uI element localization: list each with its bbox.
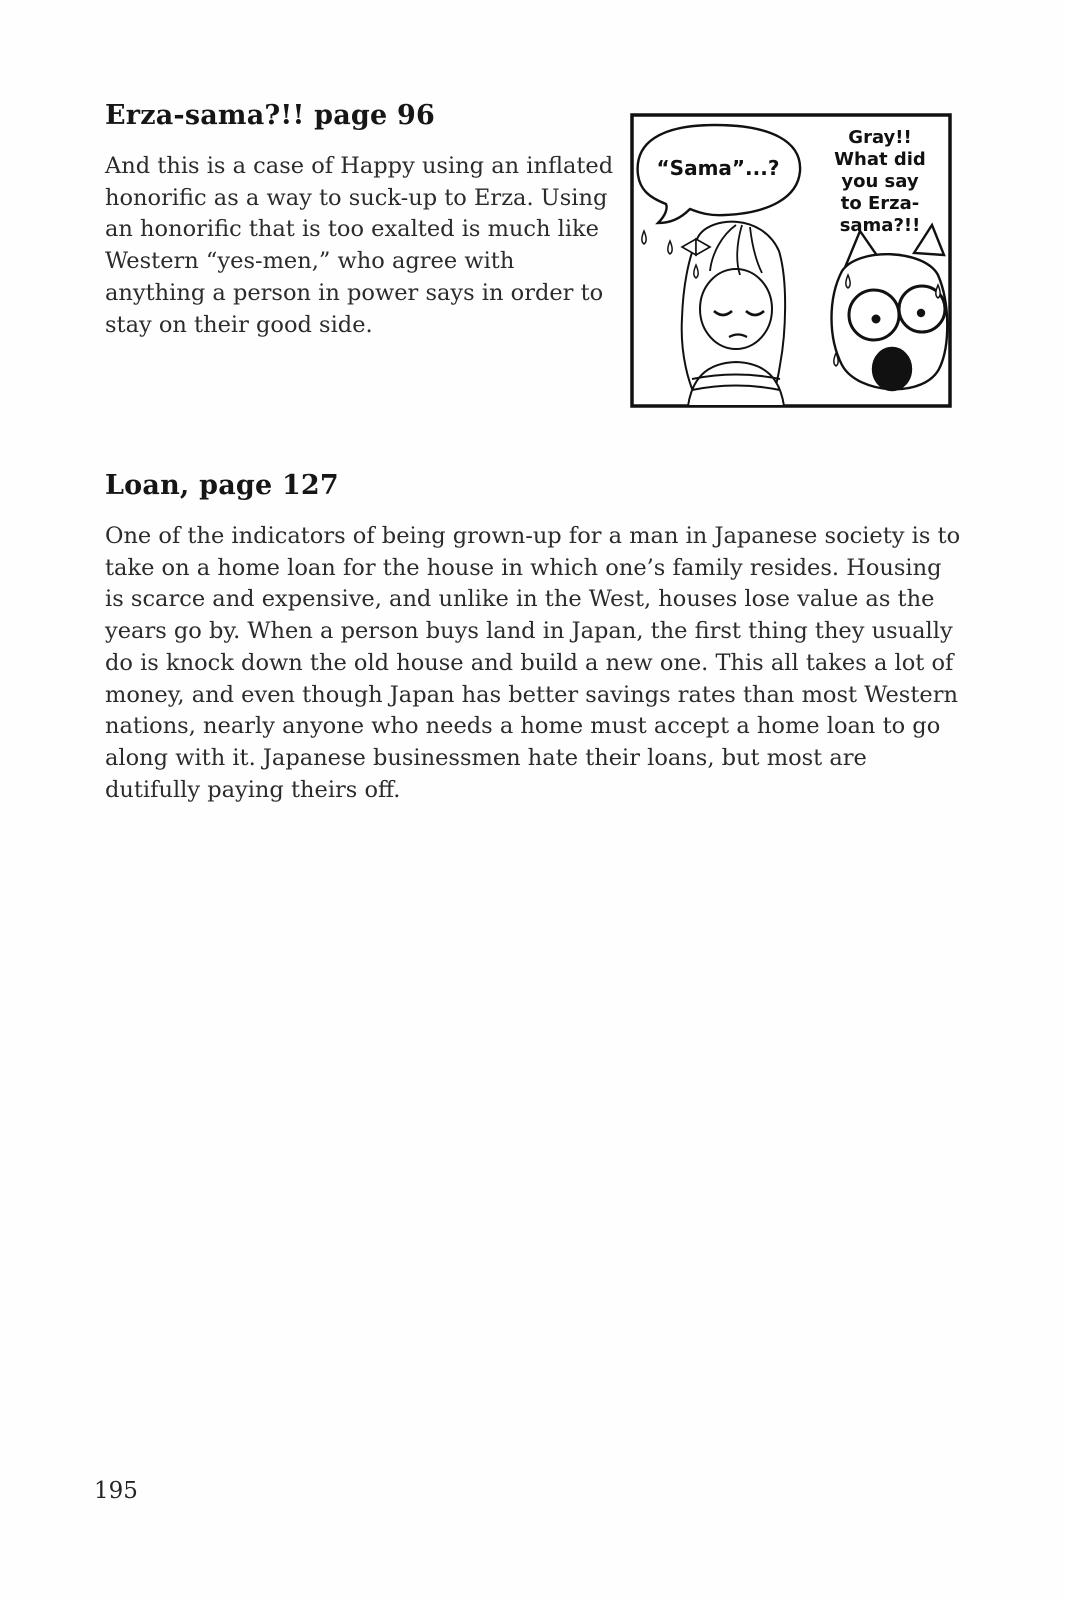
section-heading: Loan, page 127 bbox=[105, 470, 339, 501]
page-number: 195 bbox=[94, 1478, 138, 1504]
section-heading: Erza-sama?!! page 96 bbox=[105, 100, 435, 131]
speech-bubble-text: “Sama”...? bbox=[656, 156, 780, 180]
note-section-erza-sama bbox=[105, 100, 617, 341]
note-section-loan bbox=[105, 470, 961, 806]
section-body: And this is a case of Happy using an inflated honorific as a way to suck-up to Erza. Using an honorific that is too exalted is much like Western “yes-men,” who agree with anything a person in power says in order to stay on their good side. bbox=[105, 153, 614, 338]
manga-panel bbox=[630, 113, 952, 408]
panel-caption-line: sama?!! bbox=[839, 215, 921, 236]
section-body: One of the indicators of being grown-up for a man in Japanese society is to take on a home loan for the house in which one’s family resides. Housing is scarce and expensive, and unlike in the West, houses lose value as the years go by. When a person buys land in Japan, the first thing they usually do is knock down the old house and build a new one. This all takes a lot of money, and even though Japan has better savings rates than most Western nations, nearly anyone who needs a home must accept a home loan to go along with it. Japanese businessmen hate their loans, but most are dutifully paying theirs off. bbox=[105, 523, 961, 803]
manga-panel-illustration bbox=[630, 113, 952, 408]
panel-caption-line: you say bbox=[841, 171, 919, 192]
panel-caption-line: to Erza- bbox=[840, 193, 920, 214]
panel-caption-line: Gray!! bbox=[848, 127, 912, 148]
panel-caption-line: What did bbox=[834, 149, 926, 170]
girl-character-drawing bbox=[682, 222, 785, 406]
